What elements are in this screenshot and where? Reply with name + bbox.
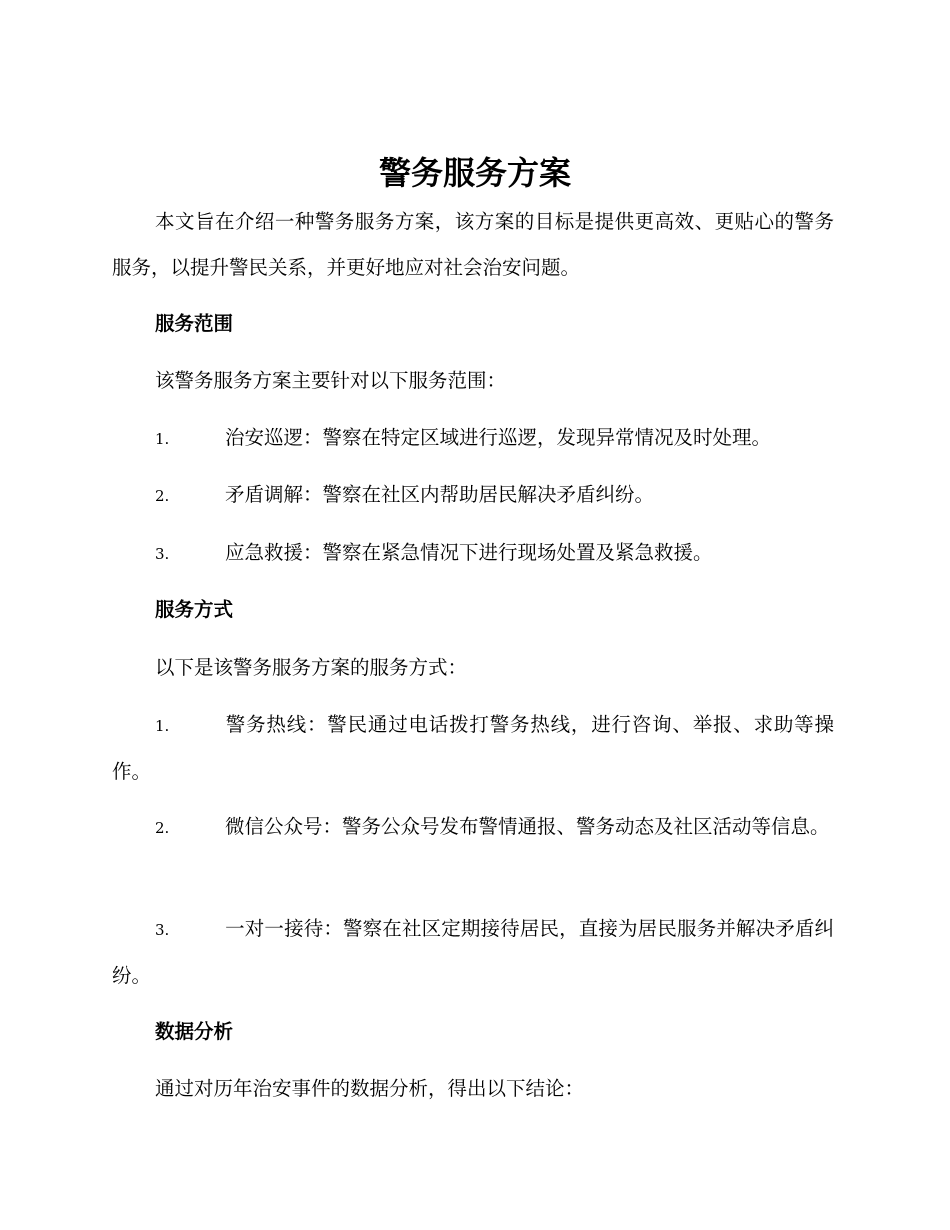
list-item <box>112 472 834 519</box>
list-item-text: 警务热线：警民通过电话拨打警务热线，进行咨询、举报、求助等操作。 <box>112 713 834 783</box>
document-title: 警务服务方案 <box>378 154 571 192</box>
list-item-text: 治安巡逻：警察在特定区域进行巡逻，发现异常情况及时处理。 <box>225 426 772 449</box>
list-number: 1. <box>155 717 170 735</box>
list-number: 2. <box>155 819 170 837</box>
list-item <box>112 906 834 999</box>
list-number: 3. <box>155 921 170 939</box>
list-number: 3. <box>155 545 170 563</box>
section-heading-methods: 服务方式 <box>155 598 234 621</box>
list-item-text: 应急救援：警察在紧急情况下进行现场处置及紧急救援。 <box>225 541 713 564</box>
section-heading-analysis: 数据分析 <box>155 1020 234 1043</box>
section-heading-scope: 服务范围 <box>155 312 234 335</box>
list-item <box>112 804 834 851</box>
list-item <box>112 530 834 577</box>
list-item <box>112 702 834 795</box>
list-item <box>112 415 834 462</box>
section-lead-scope: 该警务服务方案主要针对以下服务范围： <box>155 369 507 392</box>
section-lead-analysis: 通过对历年治安事件的数据分析，得出以下结论： <box>155 1077 585 1100</box>
list-number: 1. <box>155 430 170 448</box>
intro-paragraph: 本文旨在介绍一种警务服务方案，该方案的目标是提供更高效、更贴心的警务服务，以提升警民关系，并更好地应对社会治安问题。 <box>112 210 834 279</box>
section-lead-methods: 以下是该警务服务方案的服务方式： <box>155 656 468 679</box>
list-item-text: 微信公众号：警务公众号发布警情通报、警务动态及社区活动等信息。 <box>225 815 830 838</box>
list-item-text: 一对一接待：警察在社区定期接待居民，直接为居民服务并解决矛盾纠纷。 <box>112 917 834 987</box>
list-item-text: 矛盾调解：警察在社区内帮助居民解决矛盾纠纷。 <box>225 483 655 506</box>
list-number: 2. <box>155 487 170 505</box>
